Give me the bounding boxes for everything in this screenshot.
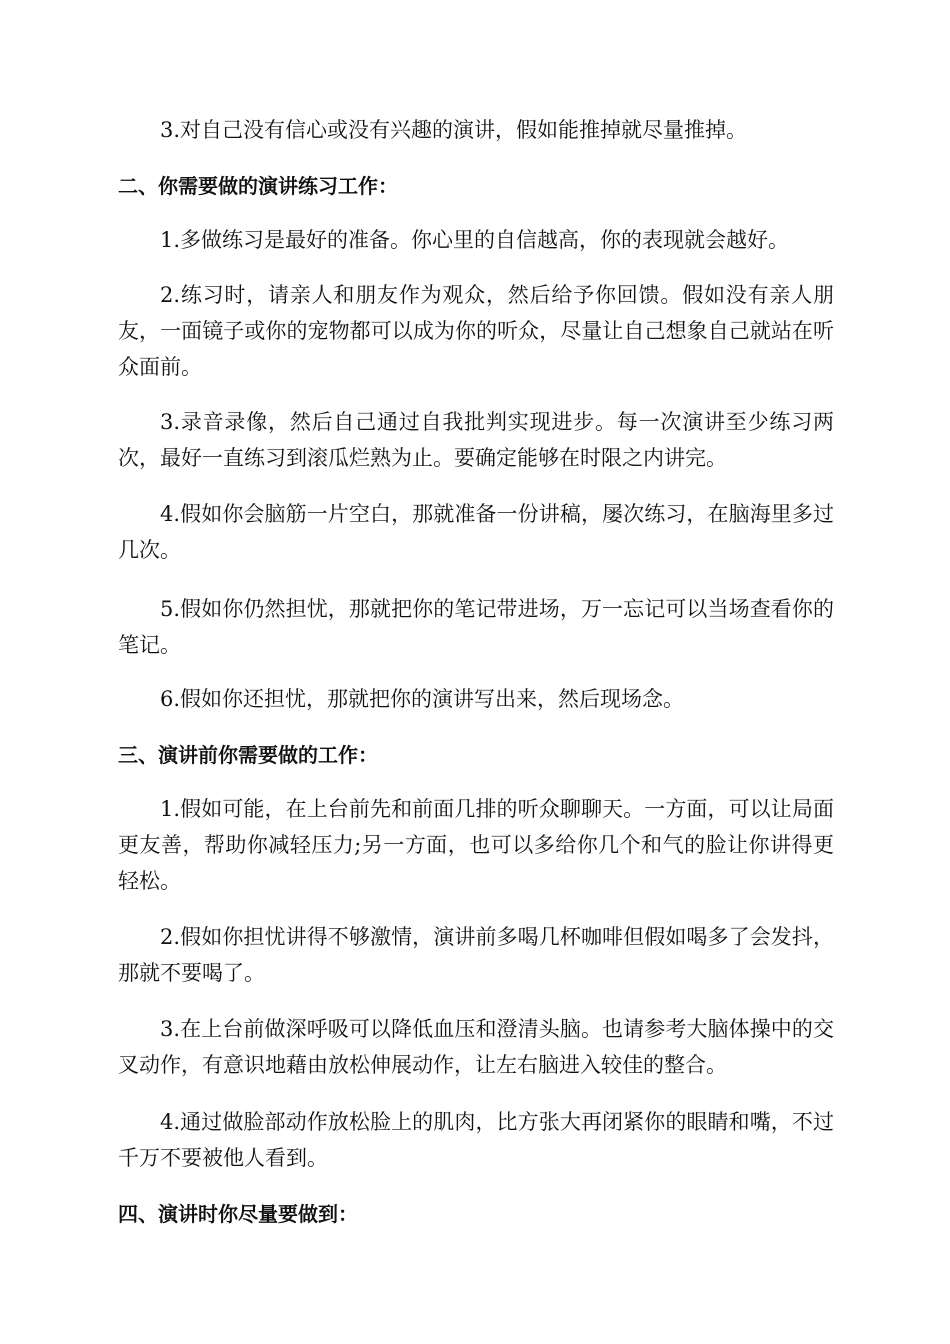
paragraph-before-1: 1.假如可能，在上台前先和前面几排的听众聊聊天。一方面，可以让局面更友善，帮助你减轻压力;另一方面，也可以多给你几个和气的脸让你讲得更轻松。: [118, 797, 834, 893]
paragraph-item-3-no-confidence: 3.对自己没有信心或没有兴趣的演讲，假如能推掉就尽量推掉。: [160, 118, 748, 142]
section-heading-during-speech: 四、演讲时你尽量要做到：: [118, 1202, 358, 1226]
paragraph-practice-6: 6.假如你还担忧，那就把你的演讲写出来，然后现场念。: [160, 687, 685, 711]
paragraph-before-3: 3.在上台前做深呼吸可以降低血压和澄清头脑。也请参考大脑体操中的交叉动作，有意识地藉由放松伸展动作，让左右脑进入较佳的整合。: [118, 1017, 834, 1077]
section-heading-practice: 二、你需要做的演讲练习工作：: [118, 174, 398, 198]
section-heading-before-speech: 三、演讲前你需要做的工作：: [118, 743, 378, 767]
paragraph-practice-1: 1.多做练习是最好的准备。你心里的自信越高，你的表现就会越好。: [160, 228, 790, 252]
paragraph-before-2: 2.假如你担忧讲得不够激情，演讲前多喝几杯咖啡但假如喝多了会发抖，那就不要喝了。: [118, 925, 834, 985]
paragraph-before-4: 4.通过做脸部动作放松脸上的肌肉，比方张大再闭紧你的眼睛和嘴，不过千万不要被他人看到。: [118, 1110, 834, 1170]
paragraph-practice-5: 5.假如你仍然担忧，那就把你的笔记带进场，万一忘记可以当场查看你的笔记。: [118, 597, 834, 657]
paragraph-practice-2: 2.练习时，请亲人和朋友作为观众，然后给予你回馈。假如没有亲人朋友，一面镜子或你的宠物都可以成为你的听众，尽量让自己想象自己就站在听众面前。: [118, 283, 834, 379]
paragraph-practice-4: 4.假如你会脑筋一片空白，那就准备一份讲稿，屡次练习，在脑海里多过几次。: [118, 502, 834, 562]
paragraph-practice-3: 3.录音录像，然后自己通过自我批判实现进步。每一次演讲至少练习两次，最好一直练习到滚瓜烂熟为止。要确定能够在时限之内讲完。: [118, 410, 834, 470]
